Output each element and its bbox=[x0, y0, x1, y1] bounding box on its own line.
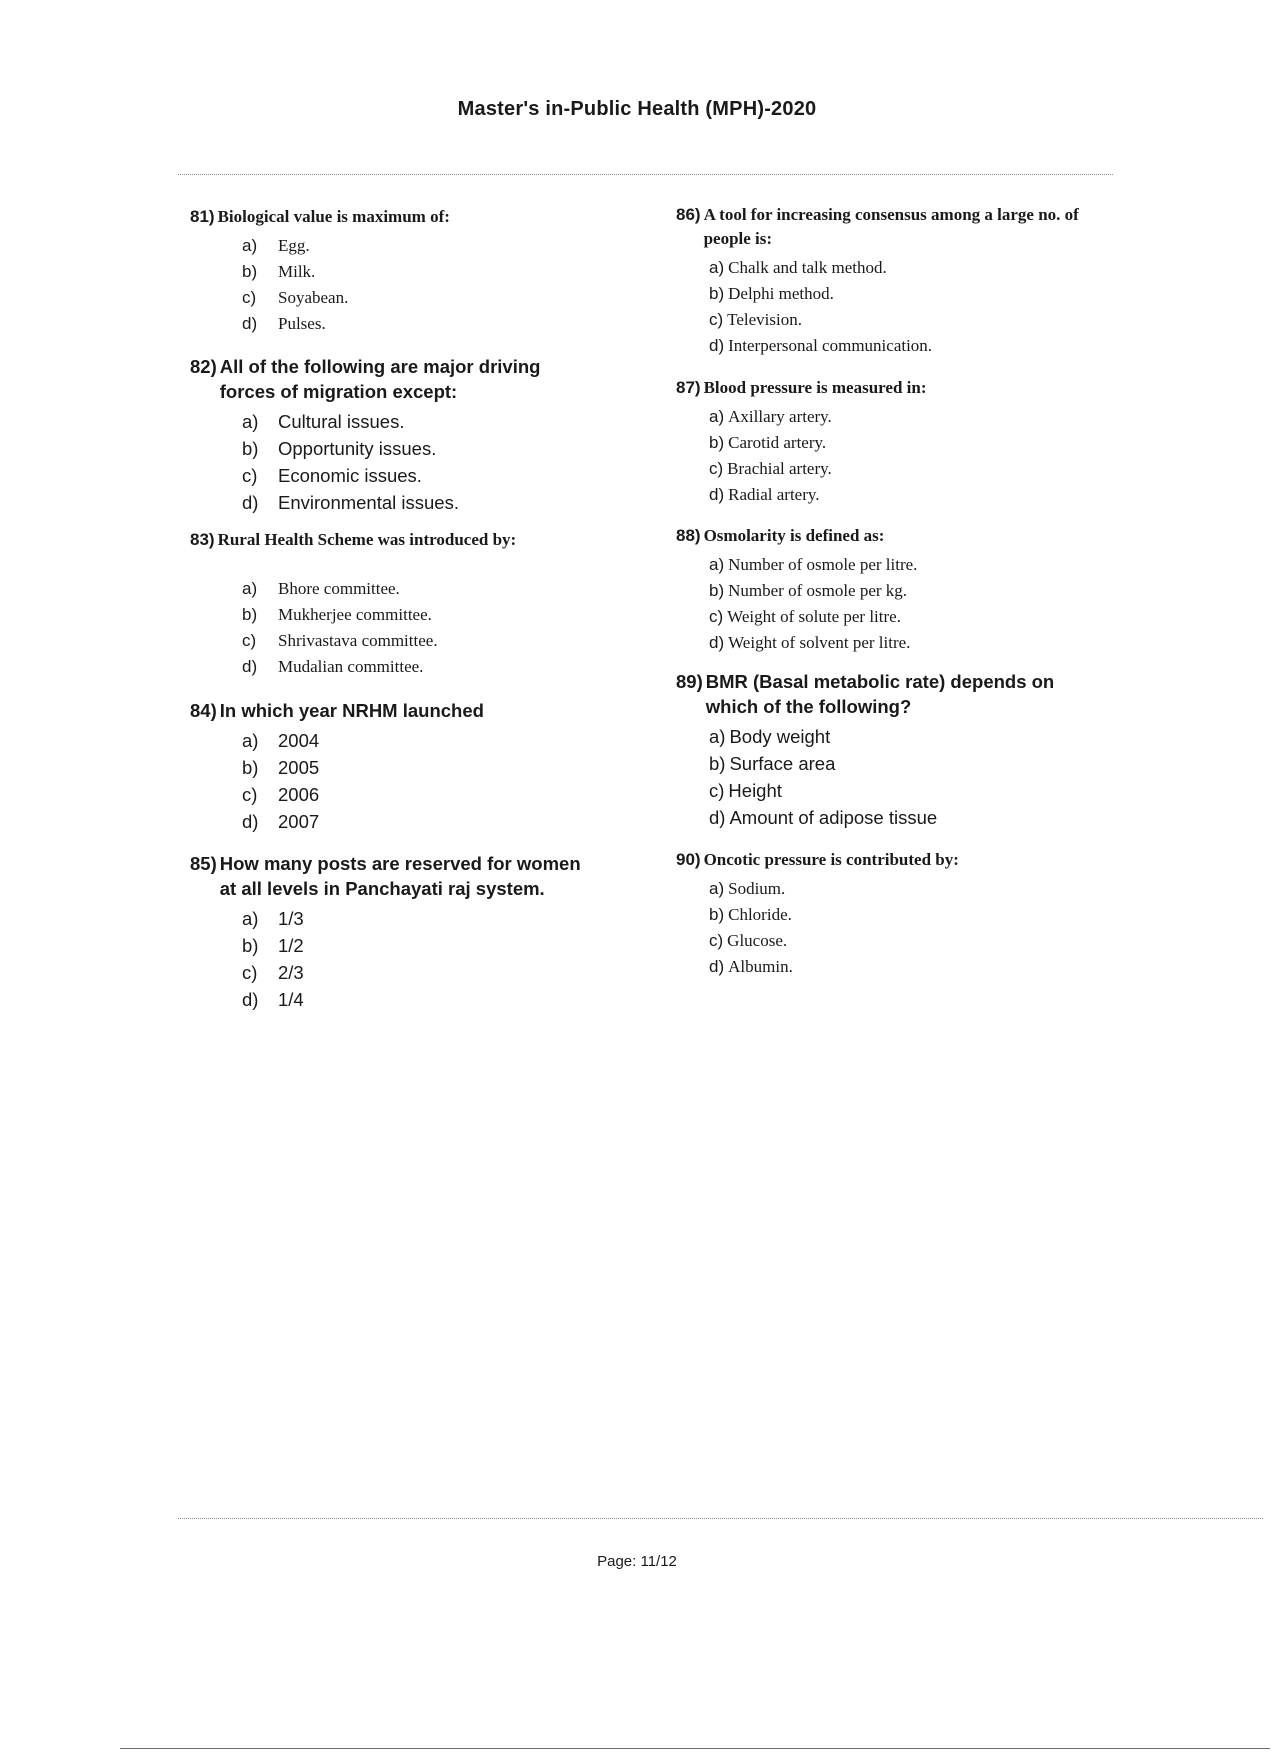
option-c: c) 2006 bbox=[242, 784, 320, 805]
question-number: 88) bbox=[676, 526, 701, 545]
option-c: c) 2/3 bbox=[242, 962, 304, 983]
option-b: b) Delphi method. bbox=[709, 284, 834, 303]
footer-divider bbox=[178, 1518, 1263, 1519]
option-a: a) 1/3 bbox=[242, 908, 304, 929]
option-a: a) Chalk and talk method. bbox=[709, 258, 887, 277]
question-85 bbox=[190, 851, 600, 1013]
question-86 bbox=[676, 203, 1081, 359]
question-text: In which year NRHM launched bbox=[219, 700, 484, 721]
option-c: c) Shrivastava committee. bbox=[242, 631, 438, 650]
option-b: b) Chloride. bbox=[709, 905, 792, 924]
option-a: a) Number of osmole per litre. bbox=[709, 555, 918, 574]
option-d: d) Amount of adipose tissue bbox=[709, 807, 938, 828]
option-a: a) Axillary artery. bbox=[709, 407, 832, 426]
question-number: 86) bbox=[676, 205, 701, 224]
question-text: Biological value is maximum of: bbox=[217, 207, 450, 226]
question-90 bbox=[676, 848, 1096, 980]
question-number: 82) bbox=[190, 356, 217, 377]
option-b: b) Milk. bbox=[242, 262, 316, 281]
question-text: All of the following are major driving forces of migration except: bbox=[219, 356, 541, 402]
option-b: b) Mukherjee committee. bbox=[242, 605, 432, 624]
question-number: 85) bbox=[190, 853, 217, 874]
question-number: 87) bbox=[676, 378, 701, 397]
option-d: d) Radial artery. bbox=[709, 485, 820, 504]
option-b: b) 1/2 bbox=[242, 935, 304, 956]
option-a: a) Egg. bbox=[242, 236, 310, 255]
option-c: c) Television. bbox=[709, 310, 802, 329]
option-d: d) Environmental issues. bbox=[242, 492, 459, 513]
page-title: Master's in-Public Health (MPH)-2020 bbox=[457, 98, 817, 120]
question-88 bbox=[676, 524, 1096, 656]
option-a: a) Sodium. bbox=[709, 879, 786, 898]
option-c: c) Soyabean. bbox=[242, 288, 349, 307]
question-number: 84) bbox=[190, 700, 217, 721]
option-d: d) Albumin. bbox=[709, 957, 793, 976]
question-text: How many posts are reserved for women at all levels in Panchayati raj system. bbox=[219, 853, 581, 899]
option-c: c) Height bbox=[709, 780, 782, 801]
option-b: b) 2005 bbox=[242, 757, 320, 778]
option-d: d) Mudalian committee. bbox=[242, 657, 424, 676]
option-d: d) Weight of solvent per litre. bbox=[709, 633, 911, 652]
question-89 bbox=[676, 669, 1108, 831]
option-b: b) Number of osmole per kg. bbox=[709, 581, 908, 600]
question-text: Blood pressure is measured in: bbox=[703, 378, 927, 397]
question-87 bbox=[676, 376, 1096, 508]
option-d: d) 1/4 bbox=[242, 989, 304, 1010]
option-a: a) 2004 bbox=[242, 730, 320, 751]
option-b: b) Carotid artery. bbox=[709, 433, 827, 452]
option-d: d) Interpersonal communication. bbox=[709, 336, 933, 355]
option-a: a) Cultural issues. bbox=[242, 411, 405, 432]
question-83 bbox=[190, 528, 610, 680]
option-c: c) Brachial artery. bbox=[709, 459, 832, 478]
question-text: Oncotic pressure is contributed by: bbox=[703, 850, 959, 869]
header-divider bbox=[178, 174, 1113, 175]
question-text: Osmolarity is defined as: bbox=[703, 526, 885, 545]
question-text: BMR (Basal metabolic rate) depends on which of the following? bbox=[705, 671, 1055, 717]
question-text: A tool for increasing consensus among a large no. of people is: bbox=[703, 205, 1079, 248]
option-c: c) Weight of solute per litre. bbox=[709, 607, 901, 626]
option-b: b) Opportunity issues. bbox=[242, 438, 437, 459]
question-84 bbox=[190, 698, 610, 835]
option-d: d) 2007 bbox=[242, 811, 320, 832]
option-b: b) Surface area bbox=[709, 753, 836, 774]
option-a: a) Body weight bbox=[709, 726, 831, 747]
option-c: c) Economic issues. bbox=[242, 465, 422, 486]
option-a: a) Bhore committee. bbox=[242, 579, 400, 598]
question-number: 81) bbox=[190, 207, 215, 226]
option-c: c) Glucose. bbox=[709, 931, 788, 950]
page-number: Page: 11/12 bbox=[597, 1553, 677, 1570]
question-number: 83) bbox=[190, 530, 215, 549]
question-81 bbox=[190, 205, 610, 337]
question-82 bbox=[190, 354, 600, 516]
option-d: d) Pulses. bbox=[242, 314, 326, 333]
page-edge-line bbox=[120, 1748, 1270, 1749]
question-number: 90) bbox=[676, 850, 701, 869]
question-text: Rural Health Scheme was introduced by: bbox=[217, 530, 517, 549]
question-number: 89) bbox=[676, 671, 703, 692]
